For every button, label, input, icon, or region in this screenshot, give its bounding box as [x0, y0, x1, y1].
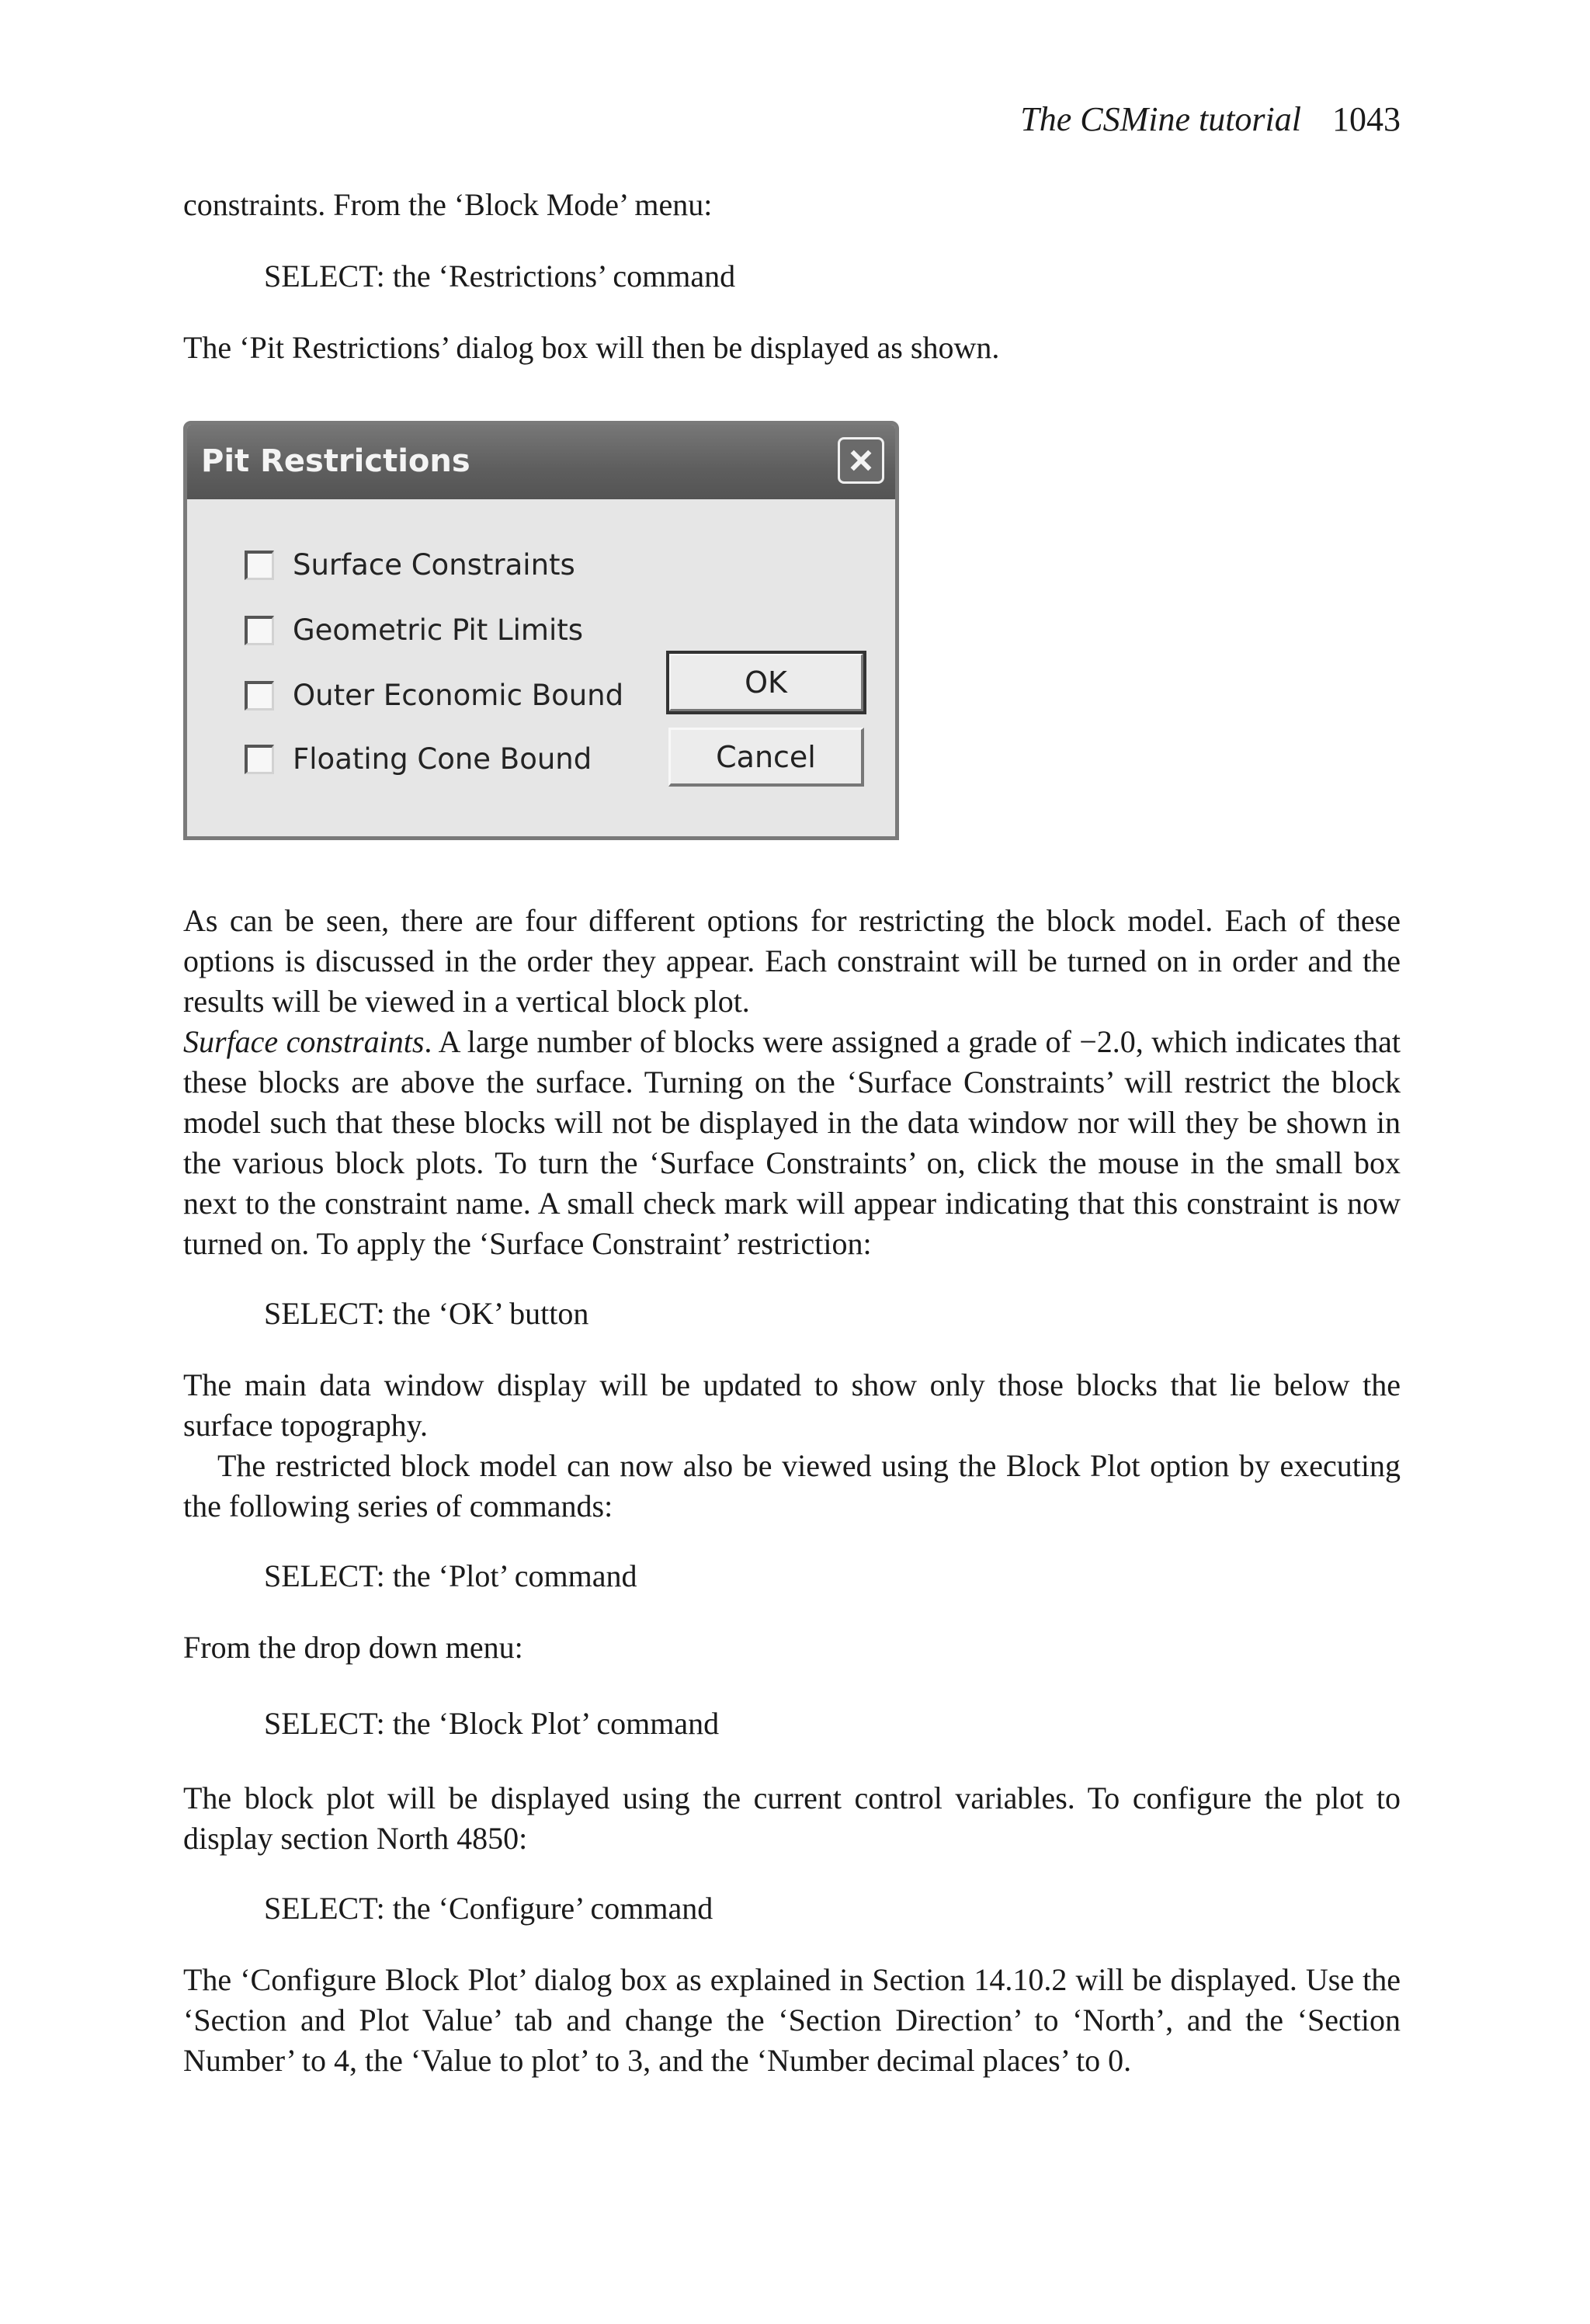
page-number: 1043	[1332, 100, 1401, 138]
paragraph-3: As can be seen, there are four different options for restricting the block model. Each of these options is discussed in the order they appear. Each constraint will be turned on in order and the results will be viewed in a vertical block plot.	[183, 903, 1401, 1019]
ok-button[interactable]: OK	[668, 653, 864, 712]
paragraph-2: The ‘Pit Restrictions’ dialog box will then be displayed as shown.	[183, 330, 1000, 365]
paragraph-5: The main data window display will be updated to show only those blocks that lie below the surface topography.	[183, 1367, 1401, 1443]
running-title: The CSMine tutorial	[1020, 100, 1301, 138]
command-2: SELECT: the ‘OK’ button	[264, 1296, 589, 1331]
command-1: SELECT: the ‘Restrictions’ command	[264, 259, 736, 294]
pit-restrictions-dialog	[183, 421, 899, 840]
checkbox-label: Surface Constraints	[293, 548, 575, 582]
dialog-title: Pit Restrictions	[201, 443, 470, 479]
floating-cone-bound-checkbox[interactable]	[245, 745, 274, 774]
paragraph-9: The ‘Configure Block Plot’ dialog box as explained in Section 14.10.2 will be displayed. Use the ‘Section and Plot Value’ tab and change the ‘Section Direction’ to ‘North’, and the ‘Section Number’ to 4, the ‘Value to plot’ to 3, and the ‘Number decimal places’ to 0.	[183, 1962, 1401, 2078]
close-icon[interactable]	[838, 437, 884, 484]
paragraph-7: From the drop down menu:	[183, 1630, 523, 1665]
surface-constraints-checkbox[interactable]	[245, 551, 274, 580]
command-4: SELECT: the ‘Block Plot’ command	[264, 1706, 720, 1741]
outer-economic-bound-checkbox[interactable]	[245, 681, 274, 710]
paragraph-1: constraints. From the ‘Block Mode’ menu:	[183, 187, 713, 222]
paragraph-4-lead: Surface constraints	[183, 1024, 425, 1059]
checkbox-label: Outer Economic Bound	[293, 679, 624, 712]
geometric-pit-limits-checkbox[interactable]	[245, 616, 274, 645]
checkbox-label: Floating Cone Bound	[293, 742, 592, 776]
paragraph-8: The block plot will be displayed using the current control variables. To configure the plot to display section North 4850:	[183, 1780, 1401, 1856]
running-head	[1020, 99, 1401, 139]
paragraph-4-body: . A large number of blocks were assigned a grade of −2.0, which indicates that these blocks are above the surface. Turning on the ‘Surface Constraints’ will restrict the block model such that these blocks will not be displayed in the data window nor will they be shown in the various block plots. To turn the ‘Surface Constraints’ on, click the mouse in the small box next to the constraint name. A small check mark will appear indicating that this constraint is now turned on. To apply the ‘Surface Constraint’ restriction:	[183, 1024, 1401, 1261]
checkbox-label: Geometric Pit Limits	[293, 613, 584, 647]
paragraph-6: The restricted block model can now also be viewed using the Block Plot option by executing the following series of commands:	[183, 1448, 1401, 1523]
command-3: SELECT: the ‘Plot’ command	[264, 1558, 637, 1593]
paragraph-4	[183, 1022, 1401, 1264]
dialog-titlebar[interactable]	[187, 425, 895, 499]
cancel-button[interactable]: Cancel	[668, 728, 864, 787]
command-5: SELECT: the ‘Configure’ command	[264, 1891, 713, 1926]
